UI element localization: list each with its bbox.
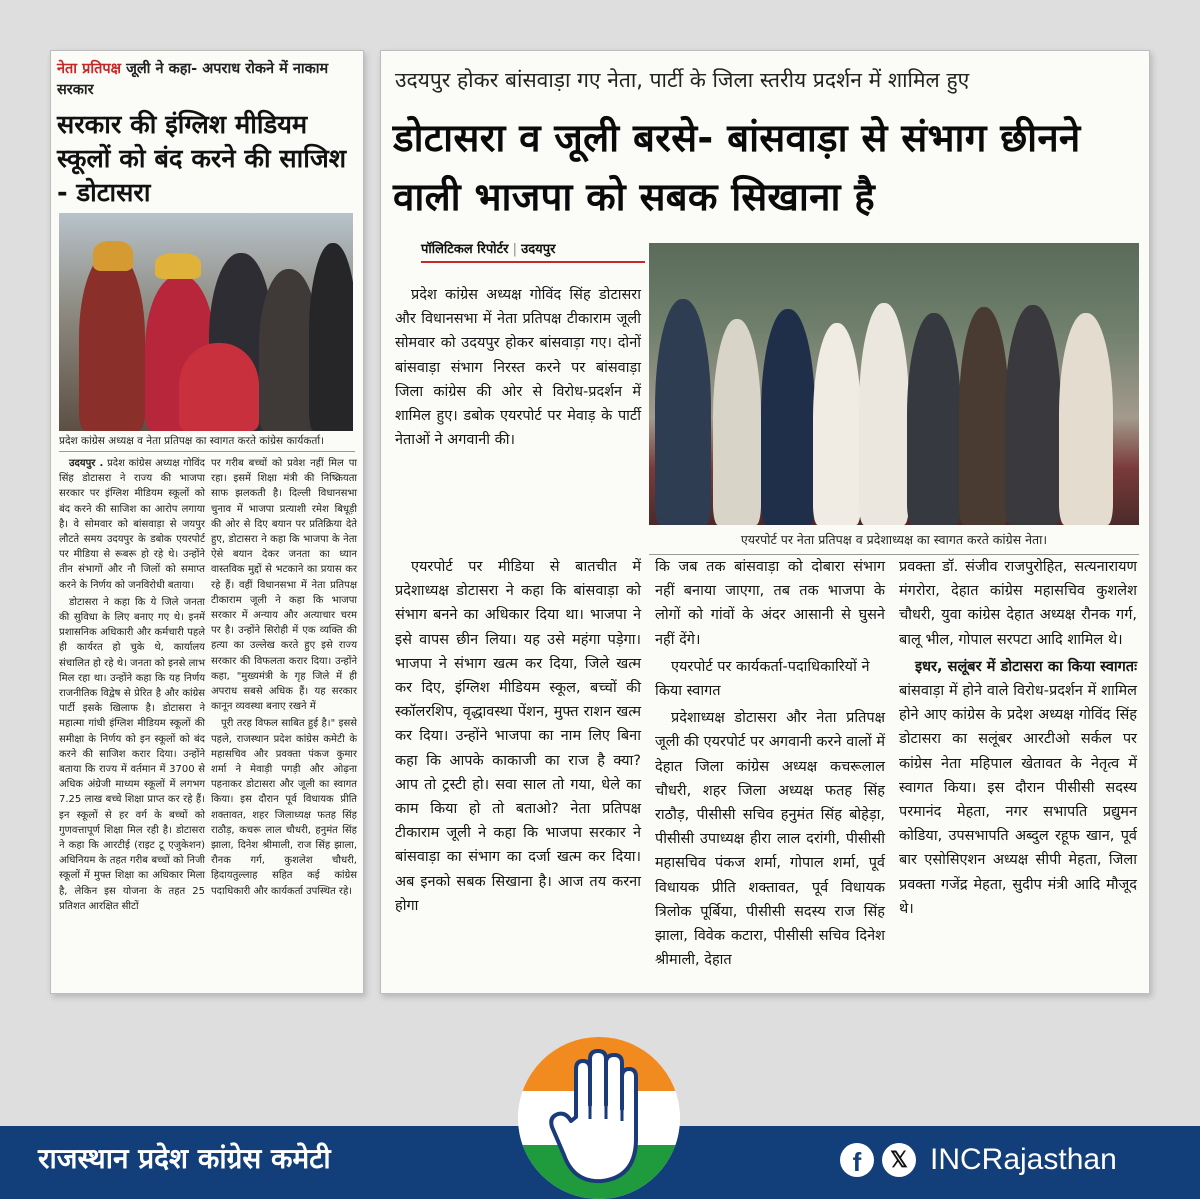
left-col1-para2: डोटासरा ने कहा कि ये जिले जनता की सुविधा के लिए बनाए गए थे। इनमें प्रशासनिक अधिकारी और कर्मचारी पहले ही कार्यरत हो चुके थे, कार्यालय संचालित हो रहे थे। जनता को इनसे लाभ मिल रहा था। उन्होंने कहा कि यह निर्णय राजनीतिक विद्वेष से प्रेरित है और कांग्रेस पार्टी इसके खिलाफ है। डोटासरा ने महात्मा गांधी इंग्लिश मीडियम स्कूलों की समीक्षा के निर्णय को इन स्कूलों को बंद करने की साजिश करार दिया। उन्होंने बताया कि राज्य में वर्तमान में 3700 से अधिक अंग्रेजी माध्यम स्कूलों में लगभग 7.25 लाख बच्चे शिक्षा प्राप्त कर रहे हैं। इन स्कूलों से हर वर्ग के बच्चों को गुणवत्तापूर्ण शिक्षा मिल रही है। डोटासरा ने कहा कि आरटीई (राइट टू एजुकेशन) अधिनियम के तहत गरीब बच्चों को निजी स्कूलों में मुफ्त शिक्षा का अधिकार मिला है, लेकिन इस योजना के तहत 25 प्रतिशत आरक्षित सीटों [59,596,205,912]
right-col-c-para2: प्रदेशाध्यक्ष डोटासरा और नेता प्रतिपक्ष जूली की एयरपोर्ट पर अगवानी करने वालों में देहात जिला कांग्रेस अध्यक्ष कचरूलाल चौधरी, शहर जिला अध्यक्ष फतह सिंह राठौड़, पीसीसी सचिव हनुमंत सिंह बोहेड़ा, पीसीसी उपाध्यक्ष हीरा लाल दरांगी, पीसीसी महासचिव पंकज शर्मा, गोपाल शर्मा, पूर्व विधायक प्रीति शक्तावत, पूर्व विधायक त्रिलोक पूर्बिया, पीसीसी सदस्य राज सिंह झाला, विवेक कटारा, पीसीसी सचिव दिनेश श्रीमाली, देहात [655,710,885,969]
right-headline: डोटासरा व जूली बरसे- बांसवाड़ा से संभाग छीनने वाली भाजपा को सबक सिखाना है [393,116,1081,220]
byline-location: उदयपुर [521,242,556,257]
footer-org-name: राजस्थान प्रदेश कांग्रेस कमेटी [38,1142,331,1175]
right-column-a [395,283,641,455]
right-col-c-para1: कि जब तक बांसवाड़ा को दोबारा संभाग नहीं बनाया जाएगा, तब तक भाजपा के लोगों को गांवों के अंदर आसानी से घुसने नहीं देंगे। [655,559,885,648]
left-col1-para1: प्रदेश कांग्रेस अध्यक्ष गोविंद सिंह डोटासरा ने राज्य की भाजपा सरकार पर इंग्लिश मीडियम स्कूलों को बंद करने की साजिश का आरोप लगाया है। वे सोमवार को बांसवाड़ा से जयपुर लौटते समय उदयपुर के डबोक एयरपोर्ट पर मीडिया से रूबरू हो रहे थे। उन्होंने तीन संभागों और नौ जिलों को समाप्त करने के निर्णय को जनविरोधी बताया। [59,458,205,591]
facebook-icon[interactable]: f [840,1143,874,1177]
left-kicker-label: नेता प्रतिपक्ष [57,61,122,77]
congress-hand-logo [518,1037,680,1199]
social-handle[interactable]: INCRajasthan [930,1143,1117,1176]
left-col2-para2: पूरी तरह विफल साबित हुई है।" इससे पहले, राजस्थान प्रदेश कांग्रेस कमेटी के महासचिव और प्रवक्ता पंकज कुमार शर्मा ने मेवाड़ी पगड़ी और ओढ़ना पहनाकर डोटासरा और जूली का स्वागत किया। इस दौरान पूर्व विधायक प्रीति शक्तावत, शहर जिलाध्यक्ष फतह सिंह राठौड़, कचरू लाल चौधरी, हनुमंत सिंह झाला, दिनेश श्रीमाली, राज सिंह झाला, रौनक गर्ग, कुशलेश चौधरी, हिदायतुल्लाह सहित कई कांग्रेस पदाधिकारी और कार्यकर्ता उपस्थित रहे। [211,718,357,897]
left-photo-caption: प्रदेश कांग्रेस अध्यक्ष व नेता प्रतिपक्ष का स्वागत करते कांग्रेस कार्यकर्ता। [59,434,355,452]
right-column-d [899,555,1137,924]
byline-separator: | [508,242,522,257]
left-news-clipping [50,50,364,994]
right-column-b [395,555,641,921]
left-col2-para1: पर गरीब बच्चों को प्रवेश नहीं मिल पा रहा। इसमें शिक्षा मंत्री की निष्क्रियता साफ झलकती है। दिल्ली विधानसभा चुनाव में भाजपा प्रत्याशी रमेश बिधूड़ी की ओर से दिए बयान पर प्रतिक्रिया देते हुए, डोटासरा ने कहा कि भाजपा के नेता ऐसे बयान देकर जनता का ध्यान वास्तविक मुद्दों से भटकाने का प्रयास कर रहे हैं। वहीं विधानसभा में नेता प्रतिपक्ष टीकाराम जूली ने कहा कि भाजपा सरकार में अन्याय और अत्याचार चरम पर है। उन्होंने सिरोही में एक व्यक्ति की हत्या का उल्लेख करते हुए इसे राज्य सरकार की विफलता करार दिया। उन्होंने कहा, "मुख्यमंत्री के गृह जिले में ही अपराध सबसे अधिक हैं। यह सरकार कानून व्यवस्था बनाए रखने में [211,458,357,713]
right-kicker: उदयपुर होकर बांसवाड़ा गए नेता, पार्टी के जिला स्तरीय प्रदर्शन में शामिल हुए [395,68,970,92]
right-col-b-para: एयरपोर्ट पर मीडिया से बातचीत में प्रदेशाध्यक्ष डोटासरा ने कहा कि बांसवाड़ा को संभाग बनने का अधिकार दिया था। भाजपा ने इसे वापस छीन लिया। यह उसे महंगा पड़ेगा। भाजपा ने संभाग खत्म कर दिया, जिले खत्म कर दिए, इंग्लिश मीडियम स्कूल, बच्चों की स्कॉलरशिप, वृद्धावस्था पेंशन, मुफ्त राशन खत्म कर दिया। उन्होंने भाजपा का नाम लिए बिना कहा कि आपके काकाजी का राज है क्या? आप तो ट्रस्टी हो। सवा साल तो गया, धेले का काम किया हो तो बताओ? नेता प्रतिपक्ष टीकाराम जूली ने कहा कि भाजपा सरकार ने बांसवाड़ा का संभाग का दर्जा खत्म कर दिया। अब इनको सबक सिखाना है। आज तय करना होगा [395,559,641,914]
hand-icon [546,1047,654,1187]
right-col-c-subheading: एयरपोर्ट पर कार्यकर्ता-पदाधिकारियों ने किया स्वागत [655,658,870,700]
right-photo-caption: एयरपोर्ट पर नेता प्रतिपक्ष व प्रदेशाध्यक्ष का स्वागत करते कांग्रेस नेता। [649,525,1139,555]
right-news-clipping [380,50,1150,994]
right-col-d-lead: इधर, सलूंबर में डोटासरा का किया स्वागतः [915,658,1137,675]
right-col-a-para: प्रदेश कांग्रेस अध्यक्ष गोविंद सिंह डोटासरा और विधानसभा में नेता प्रतिपक्ष टीकाराम जूली सोमवार को उदयपुर होकर बांसवाड़ा गए। दोनों बांसवाड़ा संभाग निरस्त करने पर बांसवाड़ा जिला कांग्रेस की ओर से विरोध-प्रदर्शन में शामिल हुए। डबोक एयरपोर्ट पर मेवाड़ के पार्टी नेताओं ने अगवानी की। [395,287,641,449]
left-dateline: उदयपुर . [69,458,104,469]
right-news-photo [649,243,1139,525]
x-icon[interactable]: 𝕏 [882,1143,916,1177]
right-col-d-para1: प्रवक्ता डॉ. संजीव राजपुरोहित, सत्यनारायण मंगरोरा, देहात कांग्रेस महासचिव कुशलेश चौधरी, युवा कांग्रेस देहात अध्यक्ष रौनक गर्ग, बालू भील, गोपाल सरपटा आदि शामिल थे। [899,559,1137,648]
left-column-2 [211,456,357,901]
byline [421,239,645,263]
left-kicker [57,59,355,101]
right-col-d-para2: बांसवाड़ा में होने वाले विरोध-प्रदर्शन में शामिल होने आए कांग्रेस के प्रदेश अध्यक्ष गोविंद सिंह डोटासरा का सलूंबर आरटीओ सर्कल पर कांग्रेस नेता महिपाल खेतावत के नेतृत्व में स्वागत किया। इस दौरान पीसीसी सदस्य परमानंद मेहता, नगर सभापति प्रद्युमन कोडिया, उपसभापति अब्दुल रहूफ खान, पूर्व बार एसोसिएशन अध्यक्ष सीपी मेहता, जिला प्रवक्ता गजेंद्र मेहता, सुदीप मंत्री आदि मौजूद थे। [899,683,1137,917]
left-column-1 [59,456,205,916]
left-headline: सरकार की इंग्लिश मीडियम स्कूलों को बंद करने की साजिश - डोटासरा [57,110,347,208]
left-news-photo [59,213,353,431]
byline-reporter: पॉलिटिकल रिपोर्टर [421,242,509,257]
right-column-c [655,555,885,975]
left-kicker-text: जूली ने कहा- अपराध रोकने में नाकाम सरकार [57,61,329,98]
